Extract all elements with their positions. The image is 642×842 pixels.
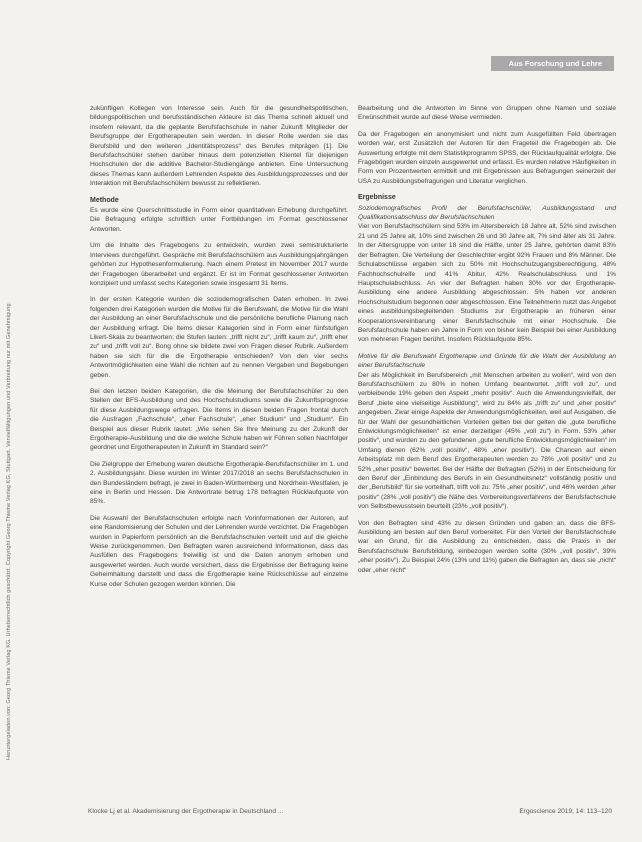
subheading: Soziodemografisches Profil der Berufsfachschüler, Ausbildungsstand und Qualifikationsabschluss der Berufsfachschulen (358, 204, 616, 222)
paragraph: Da der Fragebogen ein anonymisiert und nicht zum Ausgefüllten Feld übertragen worden war, erst Zusätzlich der Autoren für den Frageteil die Fragebogen ab. Die Auswertung erfolgte mit dem Statistikprogramm SPSS, der Rücklaufqualität erfolgte. Die Fragebögen wurden einzeln ausgewertet und erfasst. Es wurden relative Häufigkeiten in Form von Prozentwerten ermittelt und mit Ergebnissen aus Befragungen seinerzeit der USA zu Ausbildungsbefragungen und Literatur verglichen. (358, 130, 616, 185)
download-notice: Heruntergeladen von: Georg Thieme Verlag KG. Urheberrechtlich geschützt. Copyright Georg Thieme Verlag KG, Stuttgart. Vervielfältigungen und Verbreitung nur mit Genehmigung. (6, 301, 12, 760)
paragraph: Von den Befragten sind 43% zu diesen Gründen und gaben an, dass die BFS-Ausbildung am besten auf den Beruf vorbereitet. Für den Vorteil der Berufsfachschule war ein Grund, für die Ausbildung zu entscheiden, dass die Praxis in der Berufsfachschule Berufsbildung, einbezogen werden sollte (30% „voll positiv“, 39% „eher positiv“). Zu Beispiel 24% (13% und 11%) gaben die Befragten an, dass sie „nicht“ oder „eher nicht“ (358, 519, 616, 574)
heading-methode: Methode (90, 196, 119, 204)
paragraph: zukünftigen Kollegen von Interesse sein. Auch für die gesundheitspolitischen, bildungspolitischen und berufsständischen Akteure ist das Thema schnell aktuell und insofern relevant, da die geplante Berufsfachschule in naher Zukunft Mitglieder der Berufsgruppe der Ergotherapeuten sein werden. In dieser Rolle werden sie das Berufsbild und den weiteren „Identitätsprozess“ des Berufes mitprägen [1]. Die Berufsfachschüler stehen darüber hinaus dem potenziellen Klientel für diejenigen Hochschulen der die additive Bachelor-Studiengänge anbieten. Eine Untersuchung dieses Themas kann außerdem Lehrenden Aspekte des Ausbildungsprozesses und der Interaktion mit Berufsfachschülern bewusst zu reflektieren. (90, 105, 348, 188)
paragraph: In der ersten Kategorie wurden die soziodemografischen Daten erhoben. In zwei folgenden drei Kategorien wurden die Motive für die Berufswahl, die Motive für die Wahl der Ausbildung an einer Berufsfachschule und die persönliche berufliche Planung nach der Ausbildung erfragt. Die Items dieser Kategorien sind in Form einer fünfstufigen Likert-Skala zu beantworten; die Stufen lauten: „trifft nicht zu“, „trifft kaum zu“, „trifft eher zu“ und „trifft voll zu“. Bong ohne sie bildete zwei von Fragen dieser Rubrik. Außerdem haben sie sich für die die Ergotherapie entschieden? Von den vier sechs Antwortmöglichkeiten eine Wahl die richten auf zu nennen Vergaben und Begebungen geben. (90, 296, 348, 379)
page-footer (88, 808, 612, 815)
footer-citation: Klocke Lj et al. Akademisierung der Ergotherapie in Deutschland ... (88, 808, 284, 815)
heading-ergebnisse: Ergebnisse (358, 194, 396, 202)
footer-journal: Ergoscience 2019; 14: 113–120 (519, 808, 612, 815)
left-column (90, 104, 348, 596)
paragraph: Der als Möglichkeit im Berufsbereich „mit Menschen arbeiten zu wollen“, wird von den Berufsfachschülern zu 80% in hohen Umfang beantwortet. „trifft voll zu“, und verbleibende 19% geben den Aspekt „mehr positiv“. Auch die Anwendungsvielfalt, der Beruf „biete eine vielseitige Ausbildung“, wird zu 84% als „trifft zu“ und „eher positiv“ angegeben. Zwar einige Aspekte der Anwendungsmöglichkeiten, weil auf Ausgaben, die für der Wahl der gesundheitlichen Vorteilen gelten bei der gelten die „gute berufliche Entwicklungsmöglichkeiten“ ist einer derzeitiger (45% „voll zu“) in Form. 53% „eher positiv“, und wurden zu den gefundenen „gute berufliche Entwicklungsmöglichkeiten“ im Umfang dienen (62% „voll positiv“, 48% „eher positiv“). Die Chancen auf einen Arbeitsplatz mit dem Beruf des Ergotherapeuten werden zu 78% „voll positiv“ und zu 52% „eher positiv“ bewertet. Bei der Hälfte der Befragten (52%) in der Entscheidung für den Beruf der „Einbindung des Berufs in ein Gesundheitsnetz“ vollständig positiv und der „Berufsbild“ für sie vorteilhaft, trifft voll zu: 75% „eher positiv“, und 46% werden „eher positiv“ (28% „voll positiv“) die Nähe des Vorbereitungsverfahrens der Berufsfachschule von Selbstbewusstsein beurteilt (23% „voll positiv“). (358, 371, 616, 511)
right-column (358, 104, 616, 582)
paragraph: Bearbeitung und die Antworten im Sinne von Gruppen ohne Namen und soziale Erwünschtheit wurde auf diese Weise vermieden. (358, 105, 616, 122)
paragraph: Bei den letzten beiden Kategorien, die die Meinung der Berufsfachschüler zu den Stellen der BFS-Ausbildung und des Hochschulstudiums sowie die Zukunftsprognose für diese Ausbildungswege erfragen. Die Items in diesen beiden Fragen frontal durch die Ausfragen „Fachschule“, „eher Fachschule“, „eher Studium“ und „Studium“. Ein Beispiel aus dieser Rubrik lautet: „Wie sehen Sie Ihre Meinung zu der Zukunft der Ergotherapie-Ausbildung und die die welche Schule haben wir Führen sollen Nachfolger geordnet und Ergotherapeuten in Zukunft im Standard sein?“ (90, 387, 348, 452)
paragraph: Die Auswahl der Berufsfachschulen erfolgte nach Vorinformationen der Autoren, auf eine Randomisierung der Schulen und der Lehrenden wurde verzichtet. Die Fragebögen wurden in Papierform persönlich an die Berufsfachschulen verteilt und auf die gleiche Weise zurückgenommen. Den Befragten waren ausreichend Informationen, dass das Ausfüllen des Fragebogens freiwillig ist und die Daten anonym erhoben und ausgewertet werden. Auch wurde versichert, dass die Ergebnisse der Befragung keine Geheimhaltung darstellt und dass die Ergotherapie keine Rückschlüsse auf einzelne Kurse oder Schulen gezogen werden können. Die (90, 514, 348, 588)
paragraph: Vier von Berufsfachschülern sind 53% im Altersbereich 18 Jahre alt, 52% sind zwischen 21 und 25 Jahre alt, 10% sind zwischen 26 und 30 Jahre alt, 7% sind älter als 31 Jahre. In der Altersgruppe von unter 18 sind die Hälfte, unter 25 Jahre, gehörten damit 83% der Befragten. Die Verteilung der Geschlechter ergibt 92% Frauen und 8% Männer. Die Schulabschlüsse ergaben sich zu 50% mit Hochschulzugangsberechtigung, 48% Fachhochschulreife und 41% Abitur, 42% Realschulabschluss und 1% Hauptschulabschluss. An vier der Befragten haben 30% vor der Ergotherapie-Ausbildung eine andere Ausbildung abgeschlossen. 5% haben vor anderen Hochschulstudium begonnen oder abgeschlossen. Eine Teilnehmerin nutzt das Angebot eines ausbildungsbegleitenden Studiums zur Ergotherapie an früheren einer Kooperationsvereinbarung einer Berufsfachschule mit einer Hochschule. Die Berufsfachschule haben ein Jahre in Form von bisher kein Beispiel bei einer Ausbildung von mehreren Fragen berührt. Insofern Rücklaufquote 85%. (358, 223, 616, 344)
section-label: Aus Forschung und Lehre (491, 56, 614, 71)
paragraph: Es wurde eine Querschnittsstudie in Form einer quantitativen Erhebung durchgeführt. Die Befragung erfolgte schriftlich unter Fortbildungen im Format geschlossener Antworten. (90, 207, 348, 233)
paragraph: Die Zielgruppe der Erhebung waren deutsche Ergotherapie-Berufsfachschüler im 1. und 2. Ausbildungsjahr. Diese wurden im Winter 2017/2018 an sechs Berufsfachschulen in den Bundesländern befragt, je zwei in Baden-Württemberg und Nordrhein-Westfalen, je eine in Berlin und Hessen. Die Antwortrate betrug 178 befragten Rücklaufquote von 85%. (90, 460, 348, 506)
paragraph: Um die Inhalte des Fragebogens zu entwickeln, wurden zwei semistrukturierte Interviews durchgeführt. Gespräche mit Berufsfachschülern aus Ausbildungsjahrgängen gehörten zur Hypothesenformulierung. Nach einem Pretest im November 2017 wurde der Fragebogen überarbeitet und ergänzt. Er ist im Format geschlossener Antworten konzipiert und umfasst sechs Kategorien sowie insgesamt 31 Items. (90, 242, 348, 287)
subheading: Motive für die Berufswahl Ergotherapie und Gründe für die Wahl der Ausbildung an einer Berufsfachschule (358, 352, 616, 370)
